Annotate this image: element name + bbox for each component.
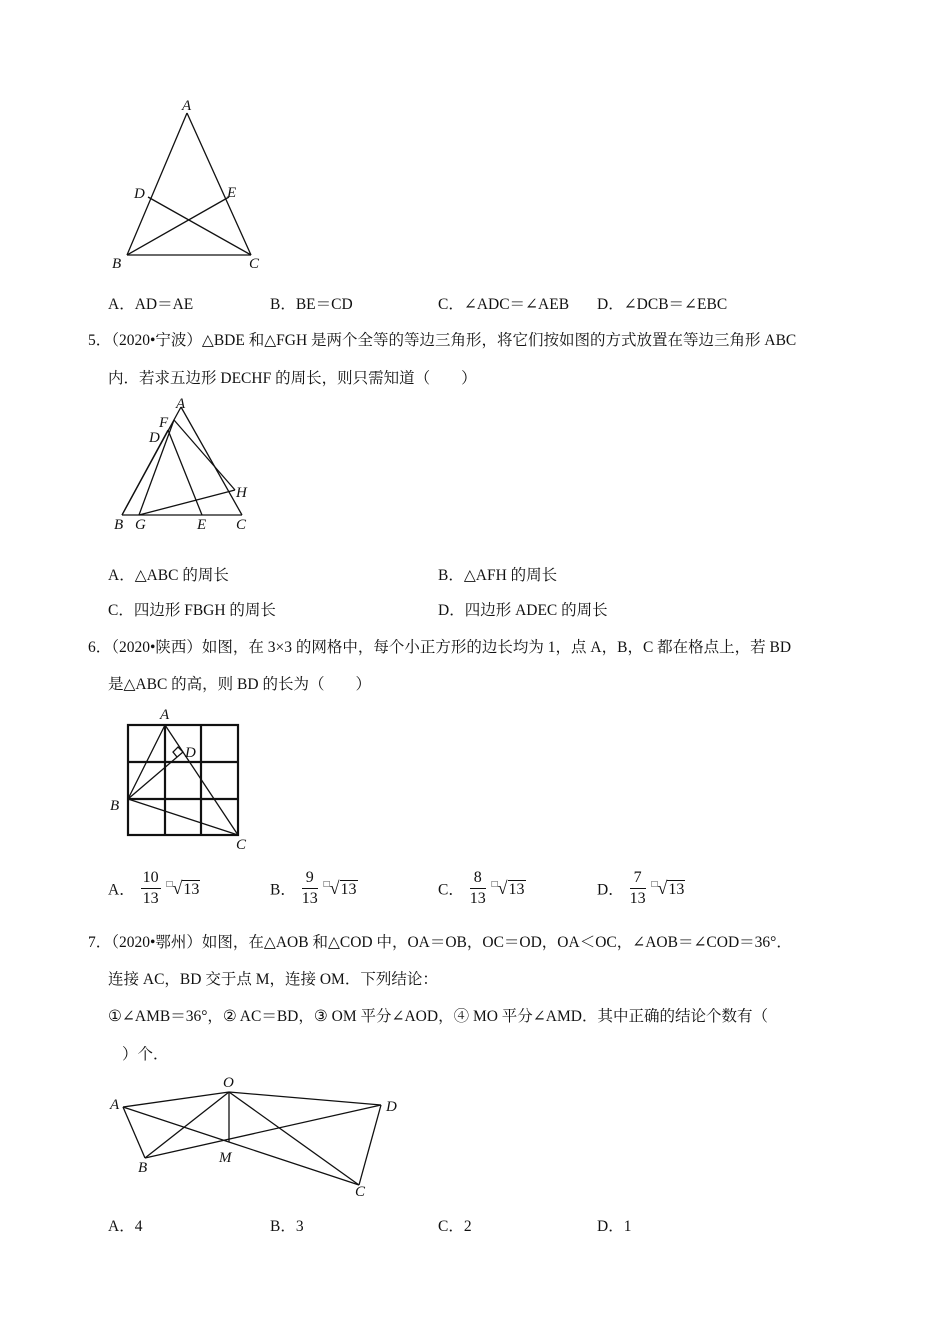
- q4-option-d[interactable]: D．∠DCB＝∠EBC: [597, 296, 728, 313]
- q6-option-d-radical: □√13: [651, 878, 685, 898]
- q7-label-C: C: [355, 1184, 366, 1200]
- q5-label-F: F: [159, 415, 169, 431]
- q4-option-b[interactable]: B．BE＝CD: [270, 296, 353, 313]
- q6-option-c-index: □: [491, 879, 498, 890]
- q6-option-c-radical: □√13: [491, 878, 525, 898]
- q6-option-d-fraction: [630, 868, 646, 909]
- q7-label-A: A: [110, 1097, 120, 1113]
- q5-label-E: E: [197, 517, 207, 533]
- q7-figure-lines: [123, 1092, 381, 1185]
- q6-option-b[interactable]: [270, 868, 358, 909]
- q6-triangle: [128, 725, 238, 835]
- q5-label-B: B: [114, 517, 124, 533]
- q6-option-b-fraction: [302, 868, 318, 909]
- q4-label-B: B: [112, 256, 122, 272]
- q6-option-a-radicand: 13: [183, 881, 200, 898]
- q7-label-D: D: [386, 1099, 397, 1115]
- q5-label-D: D: [149, 430, 160, 446]
- q6-option-d-numerator: 7: [630, 868, 646, 889]
- q5-figure-lines: [122, 407, 242, 515]
- q6-option-a-fraction: [141, 868, 161, 909]
- q4-label-D: D: [134, 186, 145, 202]
- q7-label-B: B: [138, 1160, 148, 1176]
- q6-stem-line1: 6．（2020•陕西）如图，在 3×3 的网格中，每个小正方形的边长均为 1，点 A，B，C 都在格点上，若 BD: [88, 639, 792, 656]
- q5-stem-line1: 5．（2020•宁波）△BDE 和△FGH 是两个全等的等边三角形，将它们按如图的方式放置在等边三角形 ABC: [88, 332, 797, 349]
- q7-label-O: O: [223, 1075, 234, 1091]
- q5-option-d[interactable]: D．四边形 ADEC 的周长: [438, 602, 608, 619]
- q6-option-b-radicand: 13: [340, 881, 357, 898]
- q6-option-b-index: □: [323, 879, 330, 890]
- q6-option-a-index: □: [166, 879, 173, 890]
- q6-option-c-denominator: 13: [469, 890, 486, 907]
- q6-option-d[interactable]: [597, 868, 685, 909]
- q6-figure: [105, 705, 265, 855]
- q7-stem-line4: ）个．: [122, 1046, 169, 1063]
- q5-stem-line2: 内．若求五边形 DECHF 的周长，则只需知道（ ）: [108, 370, 477, 387]
- q6-option-a-denominator: 13: [142, 890, 159, 907]
- q7-option-a[interactable]: A．4: [108, 1218, 143, 1235]
- q5-label-C: C: [236, 517, 247, 533]
- q6-option-c-label: C．: [438, 881, 464, 899]
- q4-option-a[interactable]: A．AD＝AE: [108, 296, 194, 313]
- q6-label-A: A: [160, 707, 170, 723]
- q6-stem-line2: 是△ABC 的高，则 BD 的长为（ ）: [108, 676, 371, 693]
- q6-option-d-radicand: 13: [668, 881, 685, 898]
- q5-figure: [110, 395, 270, 535]
- q6-option-b-label: B．: [270, 881, 296, 899]
- q5-option-a[interactable]: A．△ABC 的周长: [108, 567, 229, 584]
- q5-label-G: G: [135, 517, 146, 533]
- q6-option-d-label: D．: [597, 881, 624, 899]
- q6-option-a-radical: □√13: [166, 878, 200, 898]
- q6-label-B: B: [110, 798, 120, 814]
- q6-option-b-denominator: 13: [301, 890, 318, 907]
- q6-option-d-denominator: 13: [629, 890, 646, 907]
- q6-label-D: D: [185, 745, 196, 761]
- q4-label-A: A: [182, 98, 192, 114]
- q6-option-a[interactable]: [108, 868, 200, 909]
- q6-option-c-numerator: 8: [470, 868, 486, 889]
- q7-option-c[interactable]: C．2: [438, 1218, 472, 1235]
- q7-stem-line3: ①∠AMB＝36°，② AC＝BD，③ OM 平分∠AOD，④ MO 平分∠AMD．其中正确的结论个数有（: [108, 1008, 768, 1025]
- q6-option-c[interactable]: [438, 868, 526, 909]
- q6-option-c-radicand: 13: [508, 881, 525, 898]
- q4-label-E: E: [227, 185, 237, 201]
- q4-label-C: C: [249, 256, 260, 272]
- q7-label-M: M: [219, 1150, 232, 1166]
- q6-option-d-index: □: [651, 879, 658, 890]
- q6-grid: [128, 725, 238, 835]
- q6-option-a-numerator: 10: [141, 868, 161, 889]
- q6-option-c-fraction: [470, 868, 486, 909]
- q5-option-b[interactable]: B．△AFH 的周长: [438, 567, 558, 584]
- q7-stem-line2: 连接 AC，BD 交于点 M，连接 OM．下列结论：: [108, 971, 438, 988]
- q7-option-d[interactable]: D．1: [597, 1218, 632, 1235]
- q4-figure: [105, 95, 275, 275]
- q7-figure: [105, 1072, 405, 1202]
- q4-option-c[interactable]: C．∠ADC＝∠AEB: [438, 296, 570, 313]
- q5-label-H: H: [236, 485, 247, 501]
- q7-stem-line1: 7．（2020•鄂州）如图，在△AOB 和△COD 中，OA＝OB，OC＝OD，OA＜OC，∠AOB＝∠COD＝36°．: [88, 934, 792, 951]
- q6-label-C: C: [236, 837, 247, 853]
- q6-option-b-numerator: 9: [302, 868, 318, 889]
- q5-label-A: A: [176, 396, 186, 412]
- q7-option-b[interactable]: B．3: [270, 1218, 304, 1235]
- q5-option-c[interactable]: C．四边形 FBGH 的周长: [108, 602, 276, 619]
- q6-option-a-label: A．: [108, 881, 135, 899]
- q4-triangle-lines: [127, 113, 251, 255]
- q6-option-b-radical: □√13: [323, 878, 357, 898]
